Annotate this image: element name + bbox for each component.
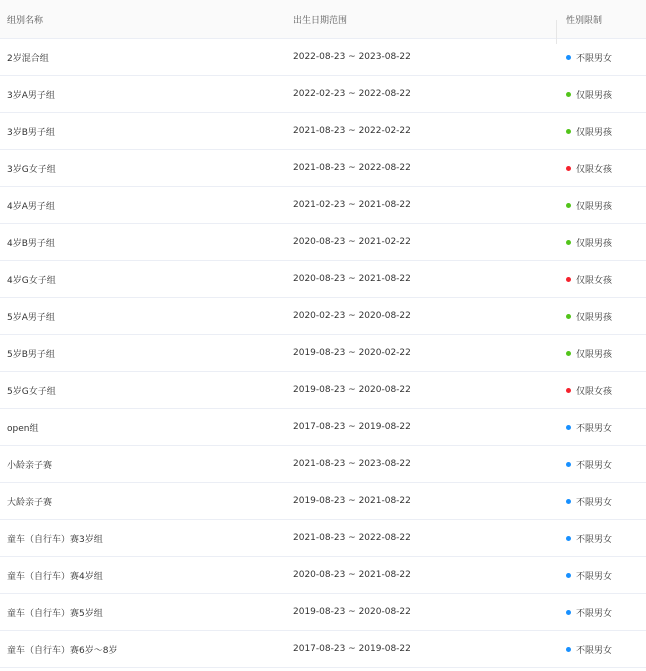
birth-range-cell: 2017-08-23 ~ 2019-08-22 xyxy=(293,422,411,432)
group-name-cell: 5岁G女子组 xyxy=(7,386,56,397)
gender-limit-cell xyxy=(556,162,646,175)
status-dot-icon xyxy=(566,240,571,245)
gender-limit-label: 不限男女 xyxy=(576,497,613,508)
birth-range-cell: 2021-02-23 ~ 2021-08-22 xyxy=(293,200,411,210)
gender-limit-cell xyxy=(556,532,646,545)
group-name-cell: 童车（自行车）赛5岁组 xyxy=(7,608,103,619)
birth-range-cell: 2019-08-23 ~ 2020-02-22 xyxy=(293,348,411,358)
gender-limit-cell xyxy=(556,384,646,397)
table-row[interactable] xyxy=(0,483,646,520)
group-name-cell: 3岁A男子组 xyxy=(7,90,55,101)
birth-range-cell: 2021-08-23 ~ 2022-08-22 xyxy=(293,533,411,543)
status-dot-icon xyxy=(566,425,571,430)
status-dot-icon xyxy=(566,499,571,504)
gender-limit-cell xyxy=(556,569,646,582)
gender-limit-cell xyxy=(556,88,646,101)
gender-limit-label: 不限男女 xyxy=(576,53,613,64)
group-name-cell: 童车（自行车）赛3岁组 xyxy=(7,534,103,545)
group-name-cell: 2岁混合组 xyxy=(7,53,49,64)
gender-limit-label: 不限男女 xyxy=(576,571,613,582)
table-row[interactable] xyxy=(0,446,646,483)
group-name-cell: 5岁B男子组 xyxy=(7,349,55,360)
birth-range-cell: 2021-08-23 ~ 2022-08-22 xyxy=(293,163,411,173)
birth-range-cell: 2020-08-23 ~ 2021-02-22 xyxy=(293,237,411,247)
status-dot-icon xyxy=(566,92,571,97)
group-name-cell: 4岁A男子组 xyxy=(7,201,55,212)
birth-range-cell: 2022-08-23 ~ 2023-08-22 xyxy=(293,52,411,62)
gender-limit-cell xyxy=(556,606,646,619)
table-row[interactable] xyxy=(0,372,646,409)
gender-limit-label: 不限男女 xyxy=(576,460,613,471)
table-row[interactable] xyxy=(0,150,646,187)
status-dot-icon xyxy=(566,351,571,356)
table-row[interactable] xyxy=(0,39,646,76)
status-dot-icon xyxy=(566,388,571,393)
status-dot-icon xyxy=(566,462,571,467)
table-row[interactable] xyxy=(0,76,646,113)
gender-limit-cell xyxy=(556,643,646,656)
gender-limit-cell xyxy=(556,236,646,249)
gender-limit-cell xyxy=(556,347,646,360)
birth-range-cell: 2019-08-23 ~ 2021-08-22 xyxy=(293,496,411,506)
group-name-cell: 童车（自行车）赛4岁组 xyxy=(7,571,103,582)
table-row[interactable] xyxy=(0,594,646,631)
birth-range-cell: 2019-08-23 ~ 2020-08-22 xyxy=(293,607,411,617)
gender-limit-label: 仅限女孩 xyxy=(576,386,613,397)
group-name-cell: 3岁G女子组 xyxy=(7,164,56,175)
gender-limit-cell xyxy=(556,310,646,323)
status-dot-icon xyxy=(566,203,571,208)
status-dot-icon xyxy=(566,129,571,134)
gender-limit-label: 不限男女 xyxy=(576,534,613,545)
table-row[interactable] xyxy=(0,298,646,335)
gender-limit-cell xyxy=(556,273,646,286)
group-name-cell: 4岁B男子组 xyxy=(7,238,55,249)
gender-limit-cell xyxy=(556,51,646,64)
gender-limit-label: 仅限女孩 xyxy=(576,164,613,175)
table-row[interactable] xyxy=(0,224,646,261)
gender-limit-label: 仅限女孩 xyxy=(576,275,613,286)
status-dot-icon xyxy=(566,610,571,615)
group-name-cell: 童车（自行车）赛6岁～8岁 xyxy=(7,645,118,656)
group-name-cell: 小龄亲子赛 xyxy=(7,460,53,471)
gender-limit-label: 不限男女 xyxy=(576,645,613,656)
birth-range-cell: 2020-08-23 ~ 2021-08-22 xyxy=(293,274,411,284)
gender-limit-label: 仅限男孩 xyxy=(576,312,613,323)
gender-limit-label: 仅限男孩 xyxy=(576,238,613,249)
table-row[interactable] xyxy=(0,335,646,372)
gender-limit-label: 仅限男孩 xyxy=(576,90,613,101)
table-row[interactable] xyxy=(0,409,646,446)
status-dot-icon xyxy=(566,536,571,541)
gender-limit-cell xyxy=(556,458,646,471)
gender-limit-label: 仅限男孩 xyxy=(576,349,613,360)
group-name-cell: 大龄亲子赛 xyxy=(7,497,53,508)
table-header xyxy=(0,0,646,39)
table-body xyxy=(0,39,646,668)
header-birth-range[interactable]: 出生日期范围 xyxy=(293,15,348,26)
status-dot-icon xyxy=(566,573,571,578)
group-name-cell: open组 xyxy=(7,423,39,434)
group-name-cell: 4岁G女子组 xyxy=(7,275,56,286)
gender-limit-label: 仅限男孩 xyxy=(576,127,613,138)
birth-range-cell: 2019-08-23 ~ 2020-08-22 xyxy=(293,385,411,395)
birth-range-cell: 2021-08-23 ~ 2022-02-22 xyxy=(293,126,411,136)
table-row[interactable] xyxy=(0,113,646,150)
gender-limit-label: 不限男女 xyxy=(576,423,613,434)
birth-range-cell: 2021-08-23 ~ 2023-08-22 xyxy=(293,459,411,469)
birth-range-cell: 2017-08-23 ~ 2019-08-22 xyxy=(293,644,411,654)
header-group-name[interactable]: 组别名称 xyxy=(7,15,44,26)
birth-range-cell: 2022-02-23 ~ 2022-08-22 xyxy=(293,89,411,99)
status-dot-icon xyxy=(566,55,571,60)
status-dot-icon xyxy=(566,647,571,652)
gender-limit-cell xyxy=(556,199,646,212)
gender-limit-cell xyxy=(556,495,646,508)
table-row[interactable] xyxy=(0,520,646,557)
group-name-cell: 3岁B男子组 xyxy=(7,127,55,138)
gender-limit-cell xyxy=(556,125,646,138)
table-row[interactable] xyxy=(0,261,646,298)
status-dot-icon xyxy=(566,277,571,282)
table-row[interactable] xyxy=(0,187,646,224)
gender-limit-label: 不限男女 xyxy=(576,608,613,619)
gender-limit-cell xyxy=(556,421,646,434)
status-dot-icon xyxy=(566,166,571,171)
table-row[interactable] xyxy=(0,631,646,668)
group-name-cell: 5岁A男子组 xyxy=(7,312,55,323)
gender-limit-label: 仅限男孩 xyxy=(576,201,613,212)
birth-range-cell: 2020-08-23 ~ 2021-08-22 xyxy=(293,570,411,580)
status-dot-icon xyxy=(566,314,571,319)
birth-range-cell: 2020-02-23 ~ 2020-08-22 xyxy=(293,311,411,321)
header-gender-limit[interactable]: 性别限制 xyxy=(556,13,646,26)
table-row[interactable] xyxy=(0,557,646,594)
